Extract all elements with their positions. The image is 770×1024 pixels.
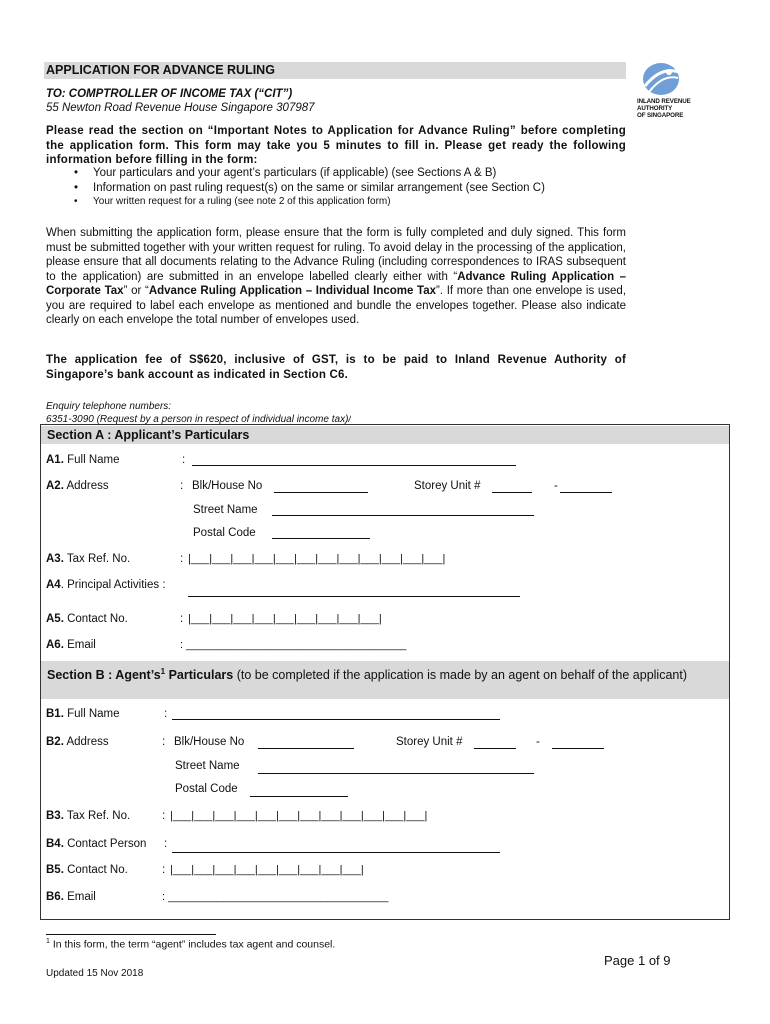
- addressee: TO: COMPTROLLER OF INCOME TAX (“CIT”): [46, 88, 293, 100]
- a6-email-field[interactable]: : ____________________________________: [180, 639, 407, 651]
- a2-postal-field[interactable]: [272, 538, 370, 539]
- b4-label: B4. Contact Person: [46, 838, 147, 850]
- a5-label: A5. Contact No.: [46, 613, 128, 625]
- footnote-divider: [46, 934, 216, 935]
- enquiry-numbers: Enquiry telephone numbers: 6351-3090 (Request by a person in respect of individual income tax)/: [46, 401, 352, 424]
- a3-tax-ref-boxes[interactable]: |___|___|___|___|___|___|___|___|___|___|___|___|: [188, 553, 446, 565]
- b1-label: B1. Full Name: [46, 708, 120, 720]
- form-title: APPLICATION FOR ADVANCE RULING: [44, 62, 626, 79]
- fee-notice: The application fee of S$620, inclusive of GST, is to be paid to Inland Revenue Authority of Singapore’s bank account as indicated in Section C6.: [46, 354, 626, 381]
- a2-label: A2. Address: [46, 480, 109, 492]
- a6-label: A6. Email: [46, 639, 96, 651]
- a4-label: A4. Principal Activities :: [46, 579, 166, 591]
- b4-contact-person-field[interactable]: [172, 852, 500, 853]
- logo-line: OF SINGAPORE: [637, 112, 684, 119]
- b6-label: B6. Email: [46, 891, 96, 903]
- a4-activities-field[interactable]: [188, 596, 520, 597]
- b1-full-name-field[interactable]: [172, 719, 500, 720]
- section-b-header: Section B : $Agent’s^1$ Particulars (to be completed if the application is made by an agent on behalf of the applicant): [41, 661, 729, 699]
- list-item: • Information on past ruling request(s) on the same or similar arrangement (see Section C): [74, 181, 545, 196]
- footnote: $^1$ In this form, the term “agent” includes tax agent and counsel.: [46, 938, 336, 951]
- list-item: • Your particulars and your agent’s particulars (if applicable) (see Sections A & B): [74, 166, 545, 181]
- b2-unit-field[interactable]: [552, 748, 604, 749]
- updated-date: Updated 15 Nov 2018: [46, 968, 144, 979]
- b6-email-field[interactable]: : ____________________________________: [162, 891, 389, 903]
- iras-logo-icon: [641, 62, 681, 96]
- b2-street-field[interactable]: [258, 773, 534, 774]
- section-a-header: Section A : Applicant’s Particulars: [41, 426, 729, 444]
- a3-label: A3. Tax Ref. No.: [46, 553, 131, 565]
- addressee-address: 55 Newton Road Revenue House Singapore 307987: [46, 102, 315, 114]
- submission-instructions: When submitting the application form, please ensure that the form is fully completed and duly signed. This form must be submitted together with your written request for ruling. To avoid delay in the processing of the application, please ensure that all documents relating to the Advance Ruling (including correspondences to IRAS subsequent to the application) are submitted in an envelope labelled clearly either with “Advance Ruling Application – Corporate Tax” or “Advance Ruling Application – Individual Income Tax”. If more than one envelope is used, you are required to label each envelope as mentioned and bundle the envelopes together. Please also indicate clearly on each envelope the total number of envelopes used.: [46, 227, 627, 326]
- a1-label: A1. Full Name: [46, 454, 120, 466]
- list-item: • Your written request for a ruling (see note 2 of this application form): [74, 195, 545, 210]
- b5-contact-boxes[interactable]: |___|___|___|___|___|___|___|___|___|: [170, 864, 364, 876]
- logo-line: AUTHORITY: [637, 105, 673, 112]
- page-number: Page 1 of 9: [604, 953, 671, 968]
- b2-postal-field[interactable]: [250, 796, 348, 797]
- b2-label: B2. Address: [46, 736, 109, 748]
- a5-contact-boxes[interactable]: |___|___|___|___|___|___|___|___|___|: [188, 613, 382, 625]
- iras-logo: [637, 62, 707, 119]
- a2-unit-field[interactable]: [560, 492, 612, 493]
- a2-street-field[interactable]: [272, 515, 534, 516]
- b3-tax-ref-boxes[interactable]: |___|___|___|___|___|___|___|___|___|___|___|___|: [170, 810, 428, 822]
- logo-line: INLAND REVENUE: [637, 98, 691, 105]
- b2-blk-field[interactable]: [258, 748, 354, 749]
- a1-full-name-field[interactable]: [192, 465, 516, 466]
- intro-text: Please read the section on “Important Notes to Application for Advance Ruling” before completing the application form. This form may take you 5 minutes to fill in. Please get ready the following information before filling in the form:: [46, 125, 626, 166]
- info-list: [74, 166, 545, 210]
- b3-label: B3. Tax Ref. No.: [46, 810, 131, 822]
- a2-storey-field[interactable]: [492, 492, 532, 493]
- b5-label: B5. Contact No.: [46, 864, 128, 876]
- b2-storey-field[interactable]: [474, 748, 516, 749]
- a2-blk-field[interactable]: [274, 492, 368, 493]
